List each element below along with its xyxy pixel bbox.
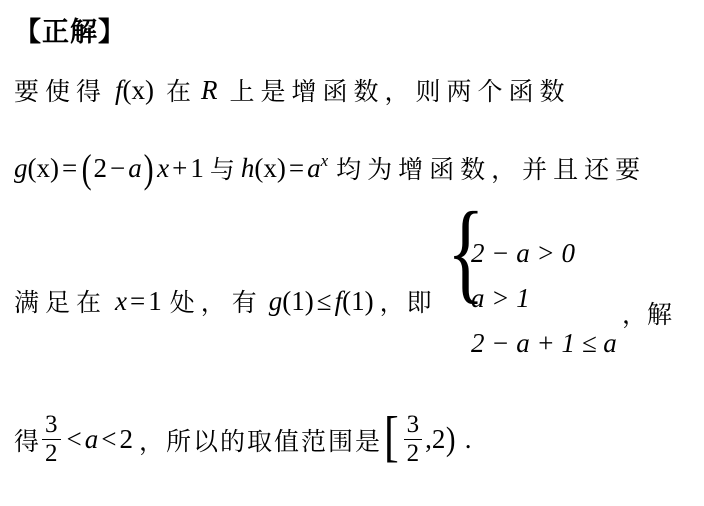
left-brace-icon: { [447, 190, 485, 314]
section-heading [14, 10, 126, 49]
line2-one: 1 [190, 152, 204, 183]
interval-comma: , [425, 424, 432, 455]
line3-text-b: 处，有 [169, 289, 263, 317]
inequality-row-3 [471, 328, 617, 359]
section-heading-text: 【正解】 [14, 17, 126, 47]
inequality-rows [469, 228, 617, 368]
line1-function-f-arg: (x) [122, 74, 155, 105]
line4-less-than-1: < [66, 424, 82, 455]
line2-text-with: 与 [209, 156, 235, 184]
interval-left-bracket: [ [383, 406, 399, 469]
solution-line-3 [14, 283, 434, 319]
fraction-three-halves-1 [42, 412, 61, 468]
fraction-three-halves-2 [404, 412, 423, 468]
solution-line-4 [14, 406, 472, 469]
line3-comma: ， [622, 301, 648, 329]
line2-plus: + [172, 152, 188, 183]
line4-text-b: ，所以的取值范围是 [138, 427, 382, 456]
inequality-system [447, 190, 617, 368]
solution-line-3-tail [622, 295, 672, 331]
line2-var-x: x [157, 152, 170, 183]
line2-exponent-x: x [320, 151, 329, 170]
line3-text-a: 满足在 [14, 289, 108, 317]
line2-left-paren: ( [81, 146, 92, 191]
fraction-2-numerator: 3 [406, 411, 420, 438]
line3-one: 1 [148, 285, 162, 316]
line4-text-a: 得 [14, 427, 40, 456]
line3-var-x: x [115, 285, 127, 316]
inequality-1-text: 2 − a > 0 [471, 237, 575, 268]
line2-text-tail: 均为增函数，并且还要 [336, 156, 647, 184]
line2-minus: − [110, 152, 126, 183]
interval-right-paren: ) [446, 421, 456, 459]
line4-var-a: a [84, 424, 99, 455]
line2-function-h-arg: (x) [254, 152, 286, 183]
fraction-1-denominator: 2 [42, 439, 61, 467]
line2-equals: = [61, 152, 78, 183]
line2-var-a: a [128, 152, 142, 183]
line1-text-c: 上是增函数，则两个函数 [229, 78, 571, 106]
line1-function-f: f [115, 74, 123, 105]
line2-function-g: g [14, 152, 28, 183]
line1-text-b: 在 [166, 78, 198, 106]
inequality-3-text: 2 − a + 1 ≤ a [471, 327, 617, 358]
line4-period: . [464, 424, 472, 455]
line3-text-c: ，即 [379, 289, 434, 317]
line2-equals-2: = [288, 152, 305, 183]
line2-two: 2 [93, 152, 108, 183]
fraction-1-numerator: 3 [45, 411, 58, 438]
inequality-row-1 [471, 238, 617, 269]
line2-function-g-arg: (x) [27, 152, 59, 183]
line3-le: ≤ [316, 285, 332, 316]
line3-equals: = [130, 285, 146, 316]
line2-function-h: h [240, 152, 255, 183]
line3-g-of-1: g [268, 285, 283, 316]
line3-f-of-1: f [334, 285, 343, 316]
inequality-2-text: a > 1 [471, 282, 530, 313]
line3-g-of-1-arg: (1) [282, 285, 314, 316]
line1-text-a: 要使得 [14, 78, 108, 106]
line4-less-than-2: < [101, 424, 117, 455]
line3-f-of-1-arg: (1) [342, 285, 374, 316]
fraction-2-denominator: 2 [404, 439, 423, 467]
solution-line-1 [14, 72, 571, 108]
solution-line-2 [14, 146, 647, 191]
line3-text-d: 解 [647, 301, 673, 329]
inequality-row-2 [471, 283, 617, 314]
line2-right-paren: ) [143, 146, 154, 191]
interval-upper-bound: 2 [431, 424, 446, 455]
line1-domain-R: R [201, 74, 218, 105]
line2-base-a: a [307, 152, 321, 183]
line4-two: 2 [119, 424, 133, 455]
